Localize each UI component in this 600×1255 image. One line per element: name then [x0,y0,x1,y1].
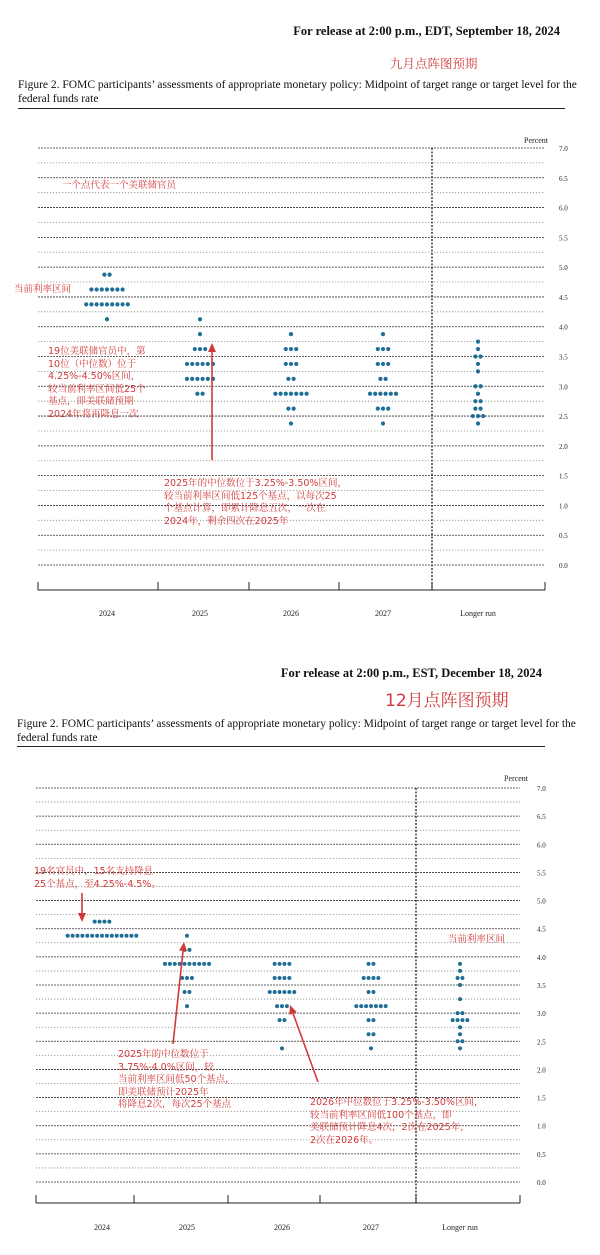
y-tick-label: 7.0 [537,785,546,793]
x-category-label: 2027 [375,609,391,618]
annotation-arrow [293,1013,318,1082]
participant-dot [126,302,130,306]
participant-dot [458,962,462,966]
participant-dot [287,962,291,966]
release-line-sep: For release at 2:00 p.m., EDT, September 18, 2024 [293,24,560,38]
participant-dot [201,377,205,381]
participant-dot [201,362,205,366]
participant-dot [129,934,133,938]
participant-dot [374,1004,378,1008]
participant-dot [192,962,196,966]
participant-dot [201,392,205,396]
participant-dot [354,1004,358,1008]
y-tick-label: 5.0 [559,264,568,273]
y-tick-label: 2.5 [559,413,568,422]
participant-dot [289,332,293,336]
participant-dot [386,347,390,351]
y-tick-label: 0.5 [537,1150,546,1159]
participant-dot [110,287,114,291]
participant-dot [371,962,375,966]
y-axis-label: Percent [524,136,548,145]
participant-dot [376,976,380,980]
participant-dot [305,392,309,396]
participant-dot [66,934,70,938]
y-tick-label: 6.0 [559,204,568,213]
participant-dot [460,976,464,980]
participant-dot [282,976,286,980]
x-category-label: 2024 [99,609,115,618]
participant-dot [100,287,104,291]
participant-dot [458,1032,462,1036]
participant-dot [71,934,75,938]
participant-dot [379,1004,383,1008]
y-tick-label: 1.5 [537,1094,546,1103]
participant-dot [476,392,480,396]
participant-dot [163,962,167,966]
participant-dot [458,997,462,1001]
participant-dot [273,962,277,966]
figure-title-sep: Figure 2. FOMC participants’ assessments of appropriate monetary policy: Midpoint of target range or target level for the federal funds rate [18,79,577,105]
participant-dot [98,920,102,924]
participant-dot [282,962,286,966]
x-category-label: 2027 [363,1223,379,1232]
participant-dot [187,990,191,994]
participant-dot [384,377,388,381]
participant-dot [187,948,191,952]
participant-dot [273,392,277,396]
participant-dot [299,392,303,396]
participant-dot [95,302,99,306]
y-tick-label: 4.0 [537,953,546,962]
annotation-median-2024-sep: 19位美联储官员中，第 10位（中位数）位于 4.25%-4.50%区间， 较当前利率区间低25个 基点，即美联储预期 2024年将再降息一次 [48,346,146,420]
participant-dot [465,1018,469,1022]
y-tick-label: 7.0 [559,145,568,153]
participant-dot [279,392,283,396]
participant-dot [371,1018,375,1022]
participant-dot [367,962,371,966]
participant-dot [394,392,398,396]
participant-dot [294,392,298,396]
y-tick-label: 0.0 [559,562,568,570]
participant-dot [386,407,390,411]
participant-dot [100,302,104,306]
participant-dot [287,976,291,980]
release-line-dec: For release at 2:00 p.m., EST, December 18, 2024 [280,666,542,680]
participant-dot [473,354,477,358]
y-tick-label: 2.5 [537,1038,546,1047]
participant-dot [367,1032,371,1036]
participant-dot [206,362,210,366]
participant-dot [110,934,114,938]
participant-dot [458,1025,462,1029]
participant-dot [187,962,191,966]
participant-dot [183,990,187,994]
participant-dot [120,934,124,938]
participant-dot [371,1032,375,1036]
participant-dot [102,272,106,276]
y-tick-label: 4.0 [559,323,568,332]
participant-dot [476,369,480,373]
participant-dot [190,377,194,381]
participant-dot [389,392,393,396]
participant-dot [93,920,97,924]
participant-dot [371,990,375,994]
participant-dot [280,1046,284,1050]
participant-dot [292,990,296,994]
x-category-label: 2025 [179,1223,195,1232]
participant-dot [168,962,172,966]
participant-dot [190,362,194,366]
participant-dot [286,377,290,381]
participant-dot [190,976,194,980]
participant-dot [460,1018,464,1022]
y-tick-label: 0.5 [559,532,568,541]
participant-dot [121,302,125,306]
dot-plot-dec [0,760,600,1235]
participant-dot [476,362,480,366]
participant-dot [287,990,291,994]
participant-dot [185,362,189,366]
participant-dot [458,983,462,987]
participant-dot [294,362,298,366]
participant-dot [284,392,288,396]
annotation-median-2025-sep: 2025年的中位数位于3.25%-3.50%区间， 较当前利率区间低125个基点，以每次25 个基点计算，即累计降息五次，一次在 2024年，剩余四次在2025年 [164,478,347,527]
y-tick-label: 0.0 [537,1179,546,1187]
participant-dot [369,1046,373,1050]
participant-dot [197,962,201,966]
participant-dot [456,976,460,980]
participant-dot [268,990,272,994]
participant-dot [285,1004,289,1008]
annotation-arrowhead [78,913,86,922]
x-category-label: Longer run [460,609,496,618]
annotation-median-2026-dec: 2026年中位数位于3.25%-3.50%区间， 较当前利率区间低100个基点，即 美联储预计降息4次，2次在2025年， 2次在2026年。 [310,1097,484,1146]
participant-dot [289,362,293,366]
x-category-label: 2025 [192,609,208,618]
participant-dot [173,962,177,966]
participant-dot [367,990,371,994]
participant-dot [364,1004,368,1008]
panel-title-sep: 九月点阵图预期 [390,56,478,71]
participant-dot [90,934,94,938]
participant-dot [115,302,119,306]
participant-dot [278,976,282,980]
y-tick-label: 3.0 [559,383,568,392]
participant-dot [105,302,109,306]
participant-dot [278,990,282,994]
participant-dot [289,421,293,425]
participant-dot [292,407,296,411]
participant-dot [105,287,109,291]
annotation-median-2025-dec: 2025年的中位数位于 3.75%-4.0%区间，较 当前利率区间低50个基点， 即美联储预计2025年 将降息2次，每次25个基点 [118,1049,235,1110]
x-category-label: Longer run [442,1223,478,1232]
participant-dot [381,347,385,351]
participant-dot [105,934,109,938]
participant-dot [481,414,485,418]
participant-dot [376,407,380,411]
participant-dot [89,302,93,306]
annotation-arrowhead [179,942,187,951]
participant-dot [289,347,293,351]
participant-dot [286,407,290,411]
participant-dot [284,347,288,351]
participant-dot [456,1039,460,1043]
participant-dot [273,976,277,980]
y-tick-label: 5.0 [537,897,546,906]
participant-dot [456,1011,460,1015]
y-tick-label: 6.0 [537,841,546,850]
participant-dot [294,347,298,351]
participant-dot [476,414,480,418]
participant-dot [362,976,366,980]
participant-dot [289,392,293,396]
x-category-label: 2026 [283,609,299,618]
participant-dot [479,354,483,358]
participant-dot [84,302,88,306]
y-tick-label: 3.5 [537,982,546,990]
participant-dot [195,392,199,396]
participant-dot [95,934,99,938]
participant-dot [371,976,375,980]
participant-dot [105,317,109,321]
y-tick-label: 3.5 [559,353,568,362]
participant-dot [451,1018,455,1022]
participant-dot [384,1004,388,1008]
participant-dot [198,332,202,336]
participant-dot [460,1039,464,1043]
y-tick-label: 2.0 [559,442,568,451]
participant-dot [373,392,377,396]
participant-dot [108,272,112,276]
participant-dot [282,1018,286,1022]
participant-dot [185,1004,189,1008]
participant-dot [284,362,288,366]
participant-dot [195,377,199,381]
annotation-current-rate-dec: 当前利率区间 [448,934,506,945]
participant-dot [381,362,385,366]
y-tick-label: 6.5 [559,174,568,183]
participant-dot [381,332,385,336]
participant-dot [386,362,390,366]
annotation-one-dot-sep: 一个点代表一个美联储官员 [62,180,177,191]
y-tick-label: 2.0 [537,1066,546,1075]
participant-dot [479,384,483,388]
participant-dot [368,392,372,396]
participant-dot [76,934,80,938]
participant-dot [185,377,189,381]
participant-dot [359,1004,363,1008]
panel-title-dec: 12月点阵图预期 [385,691,509,711]
participant-dot [198,317,202,321]
participant-dot [282,990,286,994]
participant-dot [100,934,104,938]
annotation-arrowhead [208,343,216,352]
title-rule-dec [17,746,545,747]
participant-dot [89,287,93,291]
participant-dot [115,287,119,291]
figure-title-dec: Figure 2. FOMC participants’ assessments of appropriate monetary policy: Midpoint of target range or target level for the federal funds rate [17,718,576,744]
y-tick-label: 1.0 [537,1122,546,1131]
participant-dot [473,399,477,403]
participant-dot [476,421,480,425]
participant-dot [115,934,119,938]
participant-dot [202,962,206,966]
y-tick-label: 5.5 [537,869,546,878]
participant-dot [479,407,483,411]
participant-dot [278,1018,282,1022]
y-tick-label: 1.0 [559,502,568,511]
participant-dot [183,962,187,966]
participant-dot [95,287,99,291]
participant-dot [458,1046,462,1050]
participant-dot [185,976,189,980]
participant-dot [80,934,84,938]
y-tick-label: 4.5 [559,293,568,302]
participant-dot [125,934,129,938]
annotation-cut-2024-dec: 19名官员中，15名支持降息 25个基点，至4.25%-4.5%。 [34,866,161,890]
participant-dot [476,340,480,344]
participant-dot [198,347,202,351]
participant-dot [85,934,89,938]
participant-dot [460,1011,464,1015]
y-tick-label: 4.5 [537,925,546,934]
participant-dot [207,962,211,966]
participant-dot [384,392,388,396]
participant-dot [121,287,125,291]
participant-dot [195,362,199,366]
participant-dot [376,347,380,351]
participant-dot [471,414,475,418]
participant-dot [292,377,296,381]
y-tick-label: 5.5 [559,234,568,243]
participant-dot [367,976,371,980]
participant-dot [273,990,277,994]
annotation-current-rate-sep: 当前利率区间 [14,284,72,295]
participant-dot [473,384,477,388]
participant-dot [456,1018,460,1022]
y-tick-label: 1.5 [559,472,568,481]
y-tick-label: 6.5 [537,813,546,822]
participant-dot [476,347,480,351]
participant-dot [280,1004,284,1008]
participant-dot [203,347,207,351]
participant-dot [278,962,282,966]
y-axis-label: Percent [504,774,528,783]
participant-dot [381,421,385,425]
participant-dot [110,302,114,306]
participant-dot [479,399,483,403]
participant-dot [378,392,382,396]
participant-dot [185,934,189,938]
participant-dot [381,407,385,411]
participant-dot [367,1018,371,1022]
participant-dot [134,934,138,938]
participant-dot [193,347,197,351]
x-category-label: 2024 [94,1223,110,1232]
title-rule-sep [18,108,565,109]
participant-dot [206,377,210,381]
participant-dot [369,1004,373,1008]
x-category-label: 2026 [274,1223,290,1232]
participant-dot [102,920,106,924]
participant-dot [473,407,477,411]
participant-dot [376,362,380,366]
participant-dot [458,969,462,973]
participant-dot [275,1004,279,1008]
participant-dot [378,377,382,381]
participant-dot [107,920,111,924]
y-tick-label: 3.0 [537,1010,546,1019]
